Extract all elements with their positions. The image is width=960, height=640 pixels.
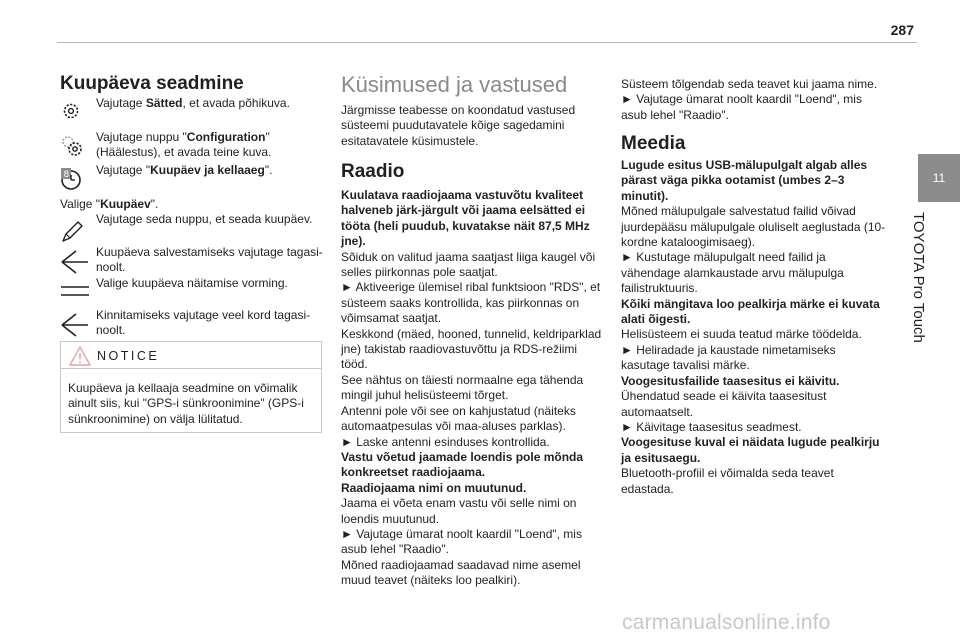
notice-header: [61, 342, 321, 369]
media-faq-body: [621, 158, 887, 497]
back-arrow-icon: [60, 312, 90, 338]
media-a2: Helisüsteem ei suuda teatud märke töödelda.: [621, 327, 862, 342]
media-q2: Kõiki mängitava loo pealkirja märke ei kuvata alati õigesti.: [621, 296, 880, 327]
watermark: carmanualsonline.info: [622, 611, 831, 634]
radio-p1: Süsteem tõlgendab seda teavet kui jaama nime.: [621, 77, 878, 91]
radio-a3-action: ► Vajutage ümarat noolt kaardil "Loend", mis asub lehel "Raadio".: [341, 526, 582, 557]
media-q4: Voogesituse kuval ei näidata lugude pealkirju ja esitusaegu.: [621, 435, 880, 465]
clock-8-icon: [60, 167, 82, 191]
radio-faq-body: [341, 188, 605, 589]
notice-body: Kuupäeva ja kellaaja seadmine on võimalik ainult siis, kui "GPS-i sünkroonimine" (GPS-i sünkroonimine) on välja lülitatud.: [68, 381, 304, 426]
radio-a1: Sõiduk on valitud jaama saatjast liiga kaugel või selles piirkonnas pole saatjat.: [341, 249, 596, 280]
pen-icon: [60, 220, 84, 244]
notice-title: NOTICE: [97, 349, 160, 363]
media-a3-action: ► Käivitage taasesitus seadmest.: [621, 419, 802, 434]
double-gear-icon: [60, 134, 84, 158]
header-rule: [57, 42, 917, 43]
radio-a1-action: ► Aktiveerige ülemisel ribal funktsioon "RDS", et süsteem saaks kontrollida, kas piirkonnas on võimsamat saatjat.: [341, 280, 601, 326]
radio-p1-action: ► Vajutage ümarat noolt kaardil "Loend", mis asub lehel "Raadio".: [621, 92, 862, 122]
chapter-label: TOYOTA Pro Touch: [910, 212, 927, 343]
chapter-tab: 11: [918, 154, 960, 202]
faq-intro: Järgmisse teabesse on koondatud vastused süsteemi puudutavatele kõige sagedamini esitatavatele küsimustele.: [341, 103, 576, 148]
page-number: 287: [890, 22, 914, 38]
warning-triangle-icon: [69, 346, 91, 366]
media-a4: Bluetooth-profiil ei võimalda seda teavet edastada.: [621, 466, 834, 496]
radio-continued: [621, 77, 887, 123]
step-back-text: Kuupäeva salvestamiseks vajutage tagasi-noolt.: [96, 245, 323, 275]
radio-a1-normal: See nähtus on täiesti normaalne ega tähenda mingil juhul helisüsteemi tõrget.: [341, 372, 584, 403]
media-a2-action: ► Heliradade ja kaustade nimetamiseks kasutage tavalisi märke.: [621, 342, 836, 373]
back-arrow-icon: [60, 249, 90, 275]
step-format-text: Valige kuupäeva näitamise vorming.: [96, 276, 288, 290]
radio-a1-antenna: Antenni pole või see on kahjustatud (näiteks automaatpesulas või maa-aluses parklas).: [341, 403, 576, 434]
step-configuration-text: Vajutage nuppu "Configuration" (Häälestus), et avada teine kuva.: [96, 130, 272, 160]
step-settings-text: Vajutage Sätted, et avada põhikuva.: [96, 96, 290, 110]
radio-title: Raadio: [341, 161, 405, 182]
radio-a3: Jaama ei võeta enam vastu või selle nimi on loendis muutunud.: [341, 496, 577, 526]
radio-q3: Raadiojaama nimi on muutunud.: [341, 480, 527, 495]
step-date-time-text: Vajutage "Kuupäev ja kellaaeg".: [96, 163, 273, 177]
media-q1: Lugude esitus USB-mälupulgalt algab alles pärast väga pikka ootamist (umbes 2–3 minutit).: [621, 158, 868, 203]
radio-a1-check: ► Laske antenni esinduses kontrollida.: [341, 434, 550, 449]
media-a3: Ühendatud seade ei käivita taasesitust automaatselt.: [621, 389, 827, 419]
section-title-faq: Küsimused ja vastused: [341, 72, 568, 97]
notice-box: [60, 341, 322, 433]
format-bar-icon: [60, 286, 90, 296]
media-title: Meedia: [621, 133, 686, 154]
media-a1-action: ► Kustutage mälupulgalt need failid ja vähendage alamkaustade arvu mälupulga failistruktuuris.: [621, 250, 844, 296]
radio-a3-more: Mõned raadiojaamad saadavad nime asemel muud teavet (näiteks loo pealkiri).: [341, 557, 581, 588]
select-date-line: Valige "Kuupäev".: [60, 197, 159, 211]
radio-q1: Kuulatava raadiojaama vastuvõtu kvaliteet halveneb järk-järgult või jaama eelsätted ei tööta (heli puudub, kuvatakse näit 87,5 MHz jne).: [341, 188, 590, 249]
section-title-date: Kuupäeva seadmine: [60, 73, 244, 94]
gear-icon: [60, 100, 82, 122]
step-back-confirm-text: Kinnitamiseks vajutage veel kord tagasi-noolt.: [96, 308, 311, 338]
radio-q2: Vastu võetud jaamade loendis pole mõnda konkreetset raadiojaama.: [341, 449, 584, 480]
media-a1: Mõned mälupulgale salvestatud failid võivad juurdepääsu mälupulgale oluliselt aeglustada (10-kordne kataloogimisaeg).: [621, 204, 886, 250]
media-q3: Voogesitusfailide taasesitus ei käivitu.: [621, 373, 840, 388]
radio-a1-more: Keskkond (mäed, hooned, tunnelid, keldriparklad jne) takistab raadiovastuvõttu ja RDS-režiimi tööd.: [341, 326, 602, 372]
step-pen-text: Vajutage seda nuppu, et seada kuupäev.: [96, 212, 313, 226]
svg-text:8: 8: [63, 170, 70, 180]
